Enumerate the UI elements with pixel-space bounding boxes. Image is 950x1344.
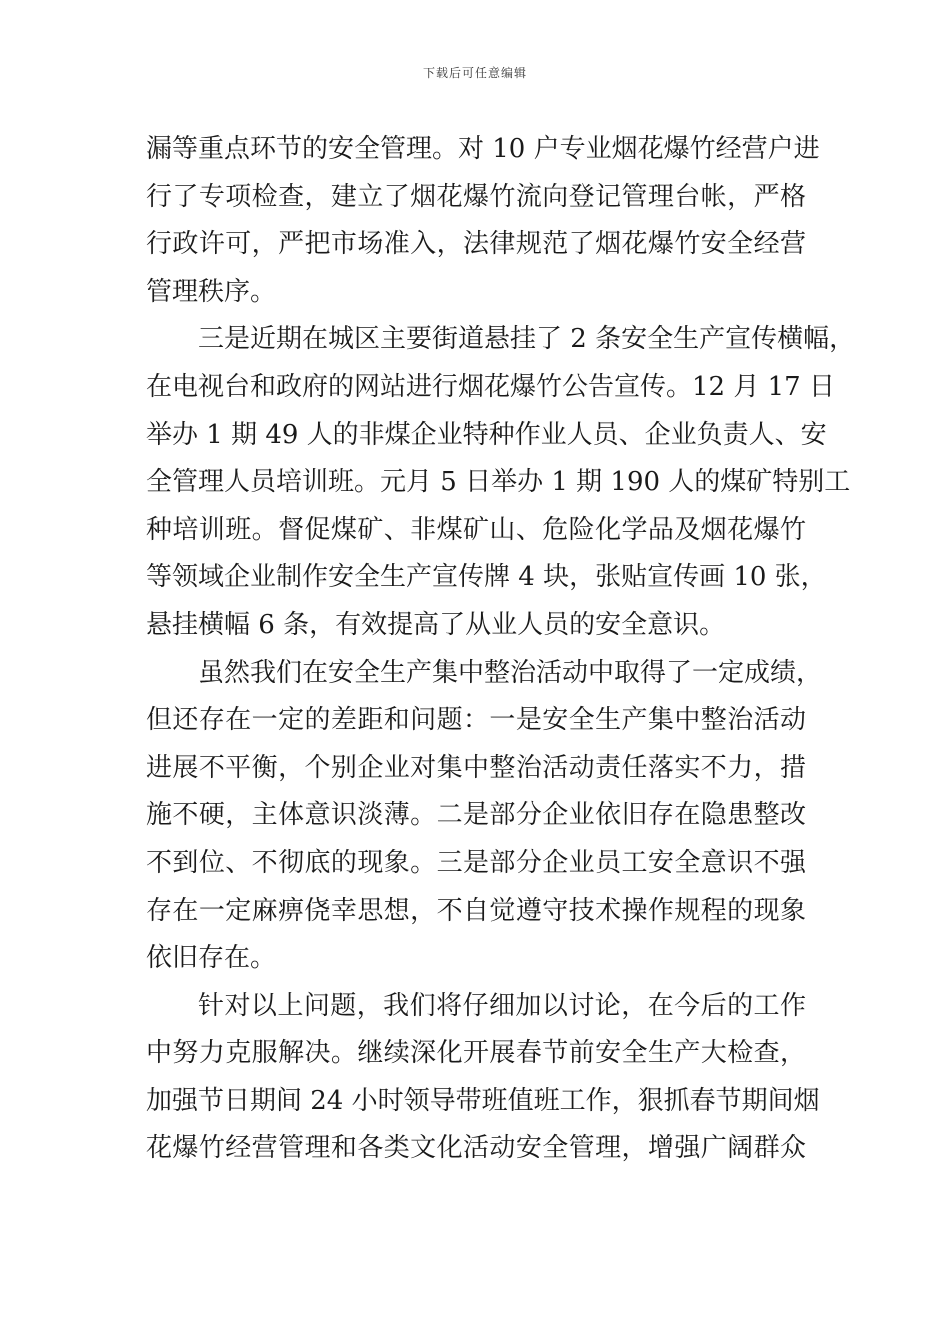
text-line: 中努力克服解决。继续深化开展春节前安全生产大检查，	[146, 1038, 806, 1069]
text-line: 依旧存在。	[146, 943, 277, 974]
text-line: 漏等重点环节的安全管理。对 10 户专业烟花爆竹经营户进	[146, 134, 820, 164]
page-header: 下载后可任意编辑	[422, 66, 527, 80]
text-line: 管理秩序。	[146, 276, 277, 307]
text-line: 进展不平衡，个别企业对集中整治活动责任落实不力，措	[146, 752, 806, 783]
text-line: 三是近期在城区主要街道悬挂了 2 条安全生产宣传横幅，	[198, 324, 856, 355]
text-line: 但还存在一定的差距和问题：一是安全生产集中整治活动	[146, 705, 806, 736]
paragraph-4	[146, 983, 820, 1173]
text-line: 行政许可，严把市场准入，法律规范了烟花爆竹安全经营	[146, 229, 806, 260]
text-line: 加强节日期间 24 小时领导带班值班工作，狠抓春节期间烟	[146, 1085, 820, 1116]
text-line: 在电视台和政府的网站进行烟花爆竹公告宣传。12 月 17 日	[146, 371, 835, 402]
text-line: 举办 1 期 49 人的非煤企业特种作业人员、企业负责人、安	[146, 419, 827, 450]
paragraph-2	[146, 316, 856, 649]
text-line: 不到位、不彻底的现象。三是部分企业员工安全意识不强	[146, 847, 806, 878]
text-line: 行了专项检查，建立了烟花爆竹流向登记管理台帐，严格	[146, 181, 806, 212]
paragraph-1	[146, 126, 820, 316]
text-line: 存在一定麻痹侥幸思想，不自觉遵守技术操作规程的现象	[146, 895, 806, 926]
text-line: 花爆竹经营管理和各类文化活动安全管理，增强广阔群众	[146, 1133, 806, 1164]
document-body	[146, 126, 856, 1173]
text-line: 施不硬，主体意识淡薄。二是部分企业依旧存在隐患整改	[146, 800, 806, 831]
text-line: 种培训班。督促煤矿、非煤矿山、危险化学品及烟花爆竹	[146, 514, 806, 545]
text-line: 悬挂横幅 6 条，有效提高了从业人员的安全意识。	[146, 609, 726, 640]
text-line: 针对以上问题，我们将仔细加以讨论，在今后的工作	[198, 990, 806, 1021]
text-line: 等领域企业制作安全生产宣传牌 4 块，张贴宣传画 10 张，	[146, 562, 827, 593]
paragraph-3	[146, 650, 823, 983]
text-line: 全管理人员培训班。元月 5 日举办 1 期 190 人的煤矿特别工	[146, 467, 851, 498]
text-line: 虽然我们在安全生产集中整治活动中取得了一定成绩，	[198, 657, 823, 688]
